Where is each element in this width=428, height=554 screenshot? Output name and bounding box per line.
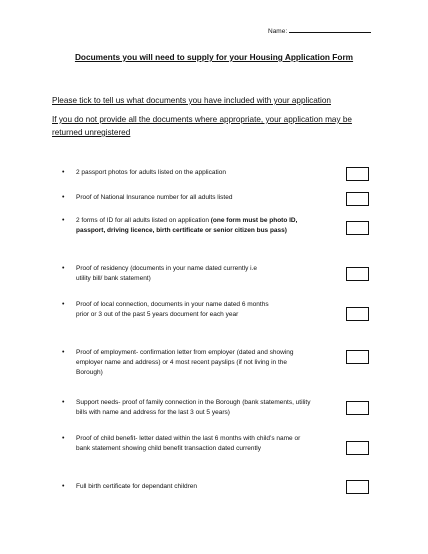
checkbox-support-needs[interactable] (346, 401, 369, 415)
checkbox-national-insurance[interactable] (346, 192, 369, 206)
name-underline[interactable] (289, 26, 371, 33)
item-text (62, 216, 322, 236)
bullet: • (62, 349, 65, 356)
bullet: • (62, 301, 65, 308)
bullet: • (62, 217, 65, 224)
bullet: • (62, 194, 65, 201)
name-field[interactable] (268, 26, 380, 36)
list-item (62, 398, 320, 418)
bullet: • (62, 169, 65, 176)
tick-instruction: Please tick to tell us what documents you have included with your application (52, 96, 331, 105)
item-text: Proof of employment- confirmation letter from employer (dated and showing employer name and address) or 4 most recent payslips (if not living in the Borough) (76, 349, 294, 376)
item-text: Proof of child benefit- letter dated within the last 6 months with child’s name or bank statement showing child benefit transaction dated currently (76, 435, 301, 452)
bullet: • (62, 265, 65, 272)
list-item (62, 193, 322, 203)
list-item (62, 434, 312, 454)
list-item (62, 300, 282, 320)
bullet: • (62, 483, 65, 490)
name-label: Name: (268, 28, 288, 35)
checkbox-proof-of-employment[interactable] (346, 350, 369, 364)
list-item (62, 348, 312, 378)
list-item (62, 264, 262, 284)
item-text: Proof of National Insurance number for all adults listed (76, 194, 233, 201)
list-item (62, 216, 322, 236)
item-text: Full birth certificate for dependant children (76, 483, 198, 490)
document-title: Documents you will need to supply for your Housing Application Form (74, 52, 354, 62)
checkbox-passport-photos[interactable] (346, 167, 369, 181)
checkbox-proof-of-residency[interactable] (346, 267, 369, 281)
item-text: Support needs- proof of family connection in the Borough (bank statements, utility bills with name and address for the last 3 out 5 years) (76, 399, 311, 416)
list-item (62, 168, 322, 178)
bullet: • (62, 435, 65, 442)
item-text-regular: 2 forms of ID for all adults listed on application (76, 217, 211, 224)
checkbox-local-connection[interactable] (346, 307, 369, 321)
bullet: • (62, 399, 65, 406)
item-text: Proof of residency (documents in your name dated currently i.e utility bill/ bank statement) (76, 265, 258, 282)
checkbox-birth-certificate[interactable] (346, 480, 369, 494)
warning-instruction: If you do not provide all the documents where appropriate, your application may be returned unregistered (52, 115, 352, 137)
checkbox-child-benefit[interactable] (346, 441, 369, 455)
item-text: Proof of local connection, documents in your name dated 6 months prior or 3 out of the past 5 years document for each year (76, 301, 269, 318)
item-text-bold: (one form must be photo ID, passport, driving licence, birth certificate or senior citizen bus pass) (76, 217, 298, 234)
checkbox-photo-id[interactable] (346, 221, 369, 235)
list-item (62, 482, 322, 492)
item-text: 2 passport photos for adults listed on the application (76, 169, 226, 176)
